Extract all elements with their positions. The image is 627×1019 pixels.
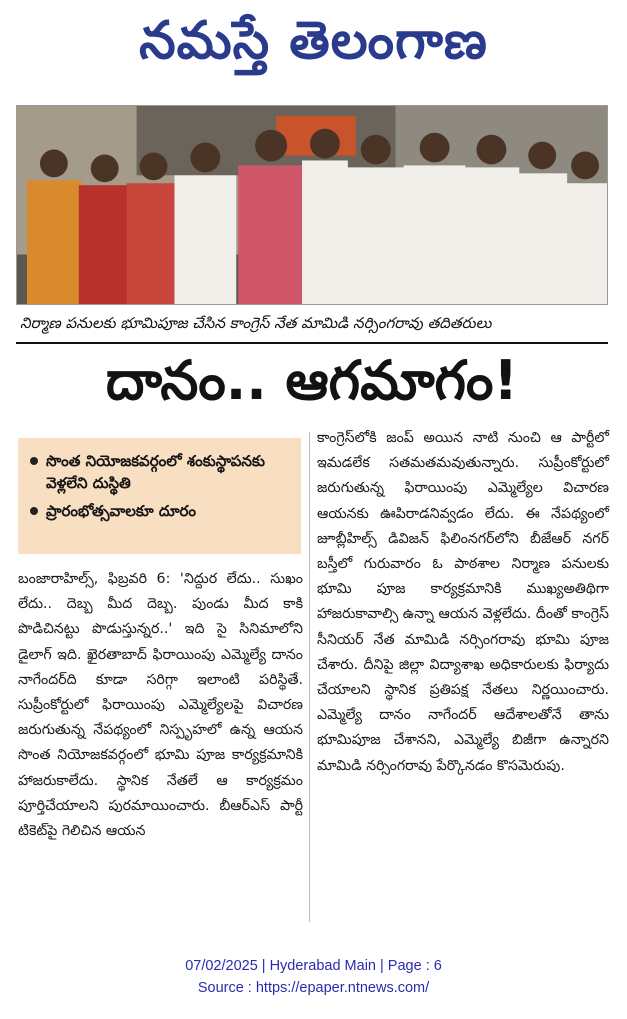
masthead-title: నమస్తే తెలంగాణ [139,10,488,71]
article-paragraph: కాంగ్రెస్‌లోకి జంప్ అయిన నాటి నుంచి ఆ పార్టీలో ఇమడలేక సతమతమవుతున్నారు. సుప్రీంకోర్టులో జరుగుతున్న ఫిరాయింపు ఎమ్మెల్యేల విచారణ ఆయనకు ఊపిరాడనివ్వడం లేదు. ఈ నేపథ్యంలో జూబ్లీహిల్స్ డివిజన్ ఫిలింనగర్‌లోని బీజేఆర్ నగర్ బస్తీలో గురువారం ఓ పాఠశాల నిర్మాణ పనులకు భూమి పూజ కార్యక్రమానికి ముఖ్యఅతిథిగా హాజరుకావాల్సి ఉన్నా ఆయన వెళ్లలేదు. దీంతో కాంగ్రెస్ సీనియర్ నేత మామిడి నర్సింగరావు భూమి పూజ చేశారు. దీనిపై జిల్లా విద్యాశాఖ అధికారులకు ఫిర్యాదు చేయాలని స్థానిక ప్రతిపక్ష నేతలు నిర్ణయించారు. ఎమ్మెల్యే దానం నాగేందర్ ఆదేశాలతోనే తాను భూమిపూజ చేశానని, ఎమ్మెల్యే బిజీగా ఉన్నారని మామిడి నర్సింగరావు పేర్కొనడం కొసమెరుపు. [317,430,609,774]
caption-divider [16,342,608,344]
news-photo [16,105,608,305]
article-paragraph: బంజారాహిల్స్, ఫిబ్రవరి 6: 'నిద్దుర లేదు.. సుఖం లేదు.. దెబ్బ మీద దెబ్బ. పుండు మీద కాకి పొడిచినట్టు పొడుస్తున్నర..' ఇది సై సినిమాలోని డైలాగ్ ఇది. ఖైరతాబాద్ ఫిరాయింపు ఎమ్మెల్యే దానం నాగేందర్‌ది కూడా సరిగ్గా ఇలాంటి పరిస్థితే. సుప్రీంకోర్టులో ఫిరాయింపు ఎమ్మెల్యేలపై విచారణ జరుగుతున్న నేపథ్యంలో నిస్పృహలో ఉన్న ఆయన సొంత నియోజకవర్గంలో భూమి పూజ కార్యక్రమానికి హాజరుకాలేదు. స్థానిక నేతలే ఆ కార్యక్రమం పూర్తిచేయాలని పురమాయించారు. బీఆర్‌ఎస్ పార్టీ టికెట్‌పై గెలిచిన ఆయన [18,571,303,840]
highlight-text: ప్రారంభోత్సవాలకూ దూరం [46,502,197,520]
highlights-box [18,438,301,554]
highlight-text: సొంత నియోజకవర్గంలో శంకుస్థాపనకు వెళ్లలేని దుస్థితి [46,452,265,492]
article-right-column [317,426,609,926]
edition-info: 07/02/2025 | Hyderabad Main | Page : 6 [185,958,442,974]
page-footer [0,955,627,999]
source-link[interactable]: Source : https://epaper.ntnews.com/ [197,980,430,996]
photo-caption: నిర్మాణ పనులకు భూమిపూజ చేసిన కాంగ్రెస్ నేత మామిడి నర్సింగరావు తదితరులు [20,314,492,332]
article-left-column [18,567,303,927]
bullet-icon [30,507,38,515]
article-headline: దానం.. ఆగమాగం! [105,352,519,412]
group-photo-illustration [17,106,607,304]
highlight-item [30,500,291,522]
column-rule [309,432,310,922]
masthead [60,4,567,90]
bullet-icon [30,457,38,465]
highlight-item [30,450,291,494]
